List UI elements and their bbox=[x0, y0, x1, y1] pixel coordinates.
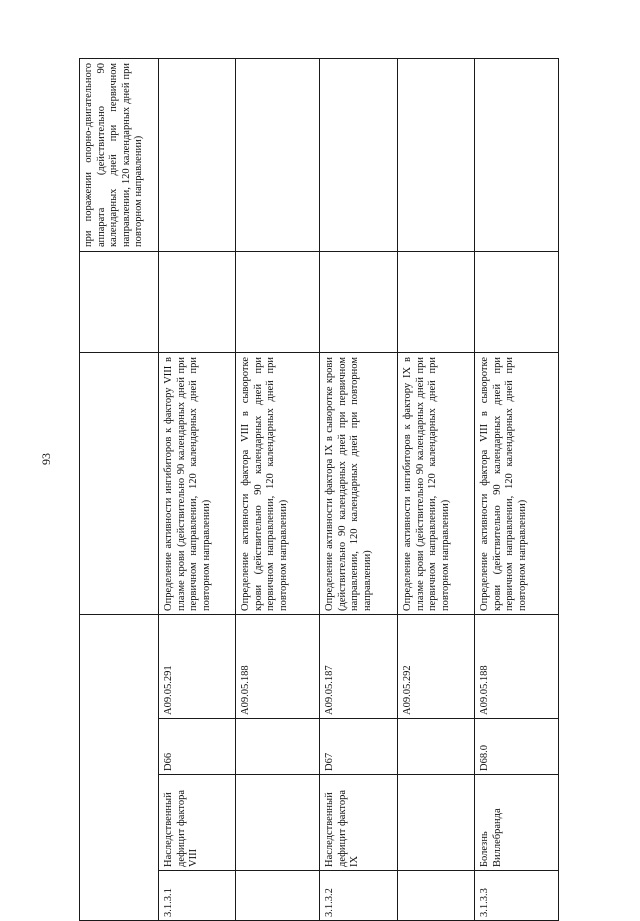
document-table bbox=[79, 58, 559, 921]
service-description: Определение активности ингибиторов к фактору IX в плазме крови (действительно 90 календарных дней при первичном направлении, 120 календарных дней при повторном направлении) bbox=[402, 357, 451, 611]
row-divider bbox=[397, 58, 398, 921]
table-border-right bbox=[79, 58, 559, 59]
service-description: Определение активности ингибиторов к фактору VIII в плазме крови (действительно 90 календарных дней при первичном направлении, 120 календарных дней при повторном направлении) bbox=[163, 357, 212, 611]
row-id: 3.1.3.3 bbox=[479, 888, 490, 917]
row-id: 3.1.3.1 bbox=[163, 888, 174, 917]
col-divider bbox=[79, 614, 559, 615]
page-number: 93 bbox=[39, 453, 53, 465]
condition-continuation: при поражении опорно-двигательного аппарата (действительно 90 календарных дней при первичном направлении, 120 календарных дней при повторном направлении) bbox=[83, 63, 145, 247]
row-id: 3.1.3.2 bbox=[324, 888, 335, 917]
service-code: A09.05.291 bbox=[163, 665, 174, 715]
col-divider bbox=[158, 870, 559, 871]
service-code: A09.05.188 bbox=[479, 665, 490, 715]
service-code: A09.05.187 bbox=[324, 665, 335, 715]
row-divider bbox=[474, 58, 475, 921]
icd-code: D68.0 bbox=[479, 745, 490, 771]
service-description: Определение активности фактора VIII в сыворотке крови (действительно 90 календарных дней при первичном направлении, 120 календарных дней при повторном направлении) bbox=[240, 357, 289, 611]
disease-name: Болезнь Виллебранда bbox=[479, 808, 503, 867]
service-code: A09.05.188 bbox=[240, 665, 251, 715]
icd-code: D66 bbox=[163, 752, 174, 771]
row-divider bbox=[319, 58, 320, 921]
col-divider bbox=[79, 251, 559, 252]
disease-name: Наследственный дефицит фактора IX bbox=[324, 789, 361, 867]
row-divider bbox=[158, 58, 159, 921]
service-description: Определение активности фактора VIII в сыворотке крови (действительно 90 календарных дней при первичном направлении, 120 календарных дней при повторном направлении) bbox=[479, 357, 528, 611]
row-divider bbox=[235, 58, 236, 921]
service-description: Определение активности фактора IX в сыворотке крови (действительно 90 календарных дней при первичном направлении, 120 календарных дней при повторном направлении) bbox=[324, 357, 373, 611]
table-border-top bbox=[79, 58, 80, 921]
table-border-bottom bbox=[558, 58, 559, 921]
col-divider bbox=[79, 352, 559, 353]
col-divider bbox=[158, 718, 559, 719]
col-divider bbox=[158, 774, 559, 775]
service-code: A09.05.292 bbox=[402, 665, 413, 715]
disease-name: Наследственный дефицит фактора VIII bbox=[163, 789, 200, 867]
icd-code: D67 bbox=[324, 752, 335, 771]
